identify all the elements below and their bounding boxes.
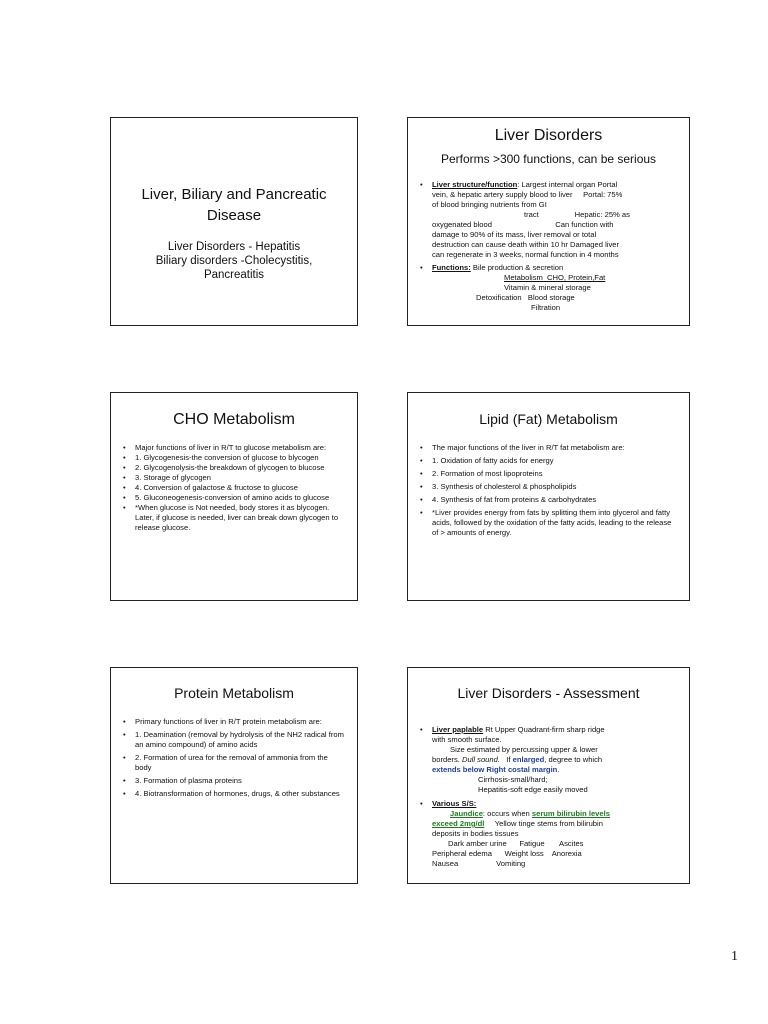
text-line: damage to 90% of its mass, liver removal or total <box>432 230 597 239</box>
text-line: Metabolism CHO, Protein,Fat <box>504 273 606 282</box>
list-item: • Major functions of liver in R/T to glucose metabolism are: <box>111 443 345 453</box>
text-line: with smooth surface. <box>432 735 502 744</box>
bullet-label: Liver paplable <box>432 725 484 734</box>
text-line: vein, & hepatic artery supply blood to liver Portal: 75% <box>432 190 623 199</box>
slide-5-title: Protein Metabolism <box>174 685 294 701</box>
bullet-label: Various S/S: <box>432 799 477 808</box>
subtitle-line: Pancreatitis <box>203 269 265 281</box>
slide-2-bullets <box>408 180 689 313</box>
list-item <box>408 725 677 795</box>
list-item: • The major functions of the liver in R/T fat metabolism are: <box>408 443 677 453</box>
text-fragment: . <box>557 765 560 774</box>
subtitle-line: Liver Disorders - Hepatitis <box>167 241 301 253</box>
text-fragment: Yellow tinge stems from bilirubin <box>484 819 603 828</box>
text-line: destruction can cause death within 10 hr Damaged liver <box>432 240 619 249</box>
text-fragment: exceed 2mg/dl <box>432 819 485 828</box>
slide-lipid-metabolism <box>407 392 690 601</box>
slide-4-bullets <box>408 443 689 538</box>
text-line: Rt Upper Quadrant-firm sharp ridge <box>483 725 605 734</box>
list-item: • Primary functions of liver in R/T protein metabolism are: <box>111 717 345 727</box>
text-line: Cirrhosis-small/hard; <box>478 775 548 784</box>
text-line <box>432 755 677 765</box>
slide-3-title: CHO Metabolism <box>173 411 295 428</box>
list-item <box>408 180 677 260</box>
slide-protein-metabolism <box>110 667 358 884</box>
text-fragment: extends below Right costal margin <box>432 765 558 774</box>
list-item: • 4. Synthesis of fat from proteins & carbohydrates <box>408 495 677 505</box>
text-fragment: enlarged <box>512 755 545 764</box>
slide-title <box>110 117 358 326</box>
list-item: • 1. Glycogenesis-the conversion of glucose to blycogen <box>111 453 345 463</box>
slide-cho-metabolism <box>110 392 358 601</box>
text-fragment: : occurs when <box>482 809 532 818</box>
slide-1-subtitle <box>111 240 357 282</box>
text-fragment: serum bilirubin levels <box>531 809 610 818</box>
title-line: Liver, Biliary and Pancreatic <box>141 186 327 203</box>
list-item: • 4. Conversion of galactose & fructose to glucose <box>111 483 345 493</box>
list-item: • 1. Deamination (removal by hydrolysis of the NH2 radical from an amino compound) of amino acids <box>111 730 345 750</box>
slide-6-title: Liver Disorders - Assessment <box>457 685 640 701</box>
text-line <box>432 765 677 775</box>
text-line: Size estimated by percussing upper & lower <box>450 745 598 754</box>
list-item: • *Liver provides energy from fats by splitting them into glycerol and fatty acids, followed by the oxidation of the fatty acids, leading to the release of > amounts of energy. <box>408 508 677 538</box>
slide-liver-disorders <box>407 117 690 326</box>
text-line: Bile production & secretion <box>470 263 564 272</box>
text-line: Dark amber urine Fatigue Ascites <box>448 839 584 848</box>
text-line: Detoxification Blood storage <box>476 293 575 302</box>
text-fragment: If <box>499 755 513 764</box>
list-item <box>408 263 677 313</box>
text-line: oxygenated blood Can function with <box>432 220 614 229</box>
text-line: can regenerate in 3 weeks, normal function in 4 months <box>432 250 619 259</box>
bullet-label: Functions: <box>432 263 471 272</box>
text-fragment: Jaundice <box>450 809 483 818</box>
text-line: : Largest internal organ Portal <box>517 180 618 189</box>
slide-4-title: Lipid (Fat) Metabolism <box>479 411 618 427</box>
slide-2-subtitle: Performs >300 functions, can be serious <box>440 152 657 166</box>
text-line: Nausea Vomiting <box>432 859 526 868</box>
text-fragment: borders. <box>432 755 462 764</box>
title-line: Disease <box>206 207 262 224</box>
text-line: tract Hepatic: 25% as <box>524 210 630 219</box>
list-item: • 3. Formation of plasma proteins <box>111 776 345 786</box>
list-item <box>408 799 677 869</box>
text-line: Vitamin & mineral storage <box>504 283 591 292</box>
text-line: Hepatitis-soft edge easily moved <box>478 785 588 794</box>
text-fragment: Dull sound. <box>461 755 500 764</box>
text-fragment: , degree to which <box>544 755 603 764</box>
text-line: Peripheral edema Weight loss Anorexia <box>432 849 582 858</box>
text-line <box>432 819 677 829</box>
list-item: • 1. Oxidation of fatty acids for energy <box>408 456 677 466</box>
slide-1-title <box>111 184 357 226</box>
slide-2-title: Liver Disorders <box>494 127 603 144</box>
list-item: • 2. Formation of urea for the removal of ammonia from the body <box>111 753 345 773</box>
text-line: of blood bringing nutrients from GI <box>432 200 547 209</box>
page-number: 1 <box>731 949 738 964</box>
text-line <box>432 809 677 819</box>
slide-5-bullets <box>111 717 357 799</box>
list-item: • 4. Biotransformation of hormones, drugs, & other substances <box>111 789 345 799</box>
text-line: deposits in bodies tissues <box>432 829 519 838</box>
bullet-label: Liver structure/function <box>432 180 518 189</box>
subtitle-line: Biliary disorders -Cholecystitis, <box>155 255 313 267</box>
list-item: • 3. Storage of glycogen <box>111 473 345 483</box>
list-item: • *When glucose is Not needed, body stores it as blycogen. Later, if glucose is needed, liver can break down glycogen to release glucose. <box>111 503 345 533</box>
slide-3-bullets <box>111 443 357 533</box>
list-item: • 2. Formation of most lipoproteins <box>408 469 677 479</box>
list-item: • 5. Gluconeogenesis-conversion of amino acids to glucose <box>111 493 345 503</box>
list-item: • 2. Glycogenolysis-the breakdown of glycogen to blucose <box>111 463 345 473</box>
slide-liver-assessment <box>407 667 690 884</box>
text-line: Filtration <box>531 303 561 312</box>
list-item: • 3. Synthesis of cholesterol & phospholipids <box>408 482 677 492</box>
slide-6-bullets <box>408 725 689 869</box>
